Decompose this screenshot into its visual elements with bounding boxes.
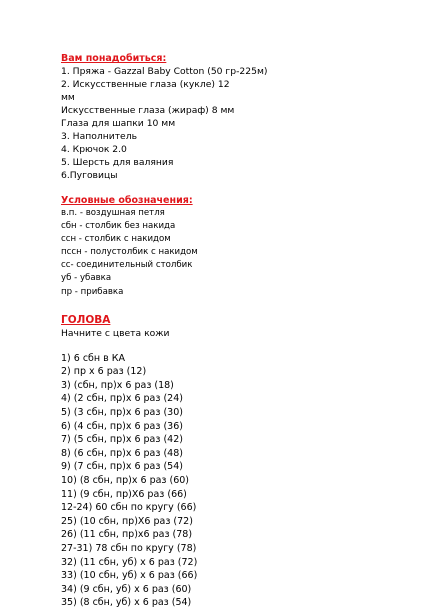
materials-item: Глаза для шапки 10 мм: [61, 118, 176, 129]
pattern-row: 34) (9 сбн, уб) х 6 раз (60): [61, 583, 192, 595]
legend-item: ссн - столбик с накидом: [61, 234, 171, 245]
materials-item: 2. Искусственные глаза (кукле) 12: [61, 79, 230, 90]
head-heading: ГОЛОВА: [61, 313, 111, 326]
pattern-row: 11) (9 сбн, пр)Х6 раз (66): [61, 488, 187, 500]
pattern-row: 35) (8 сбн, уб) х 6 раз (54): [61, 597, 192, 609]
legend-list: [61, 207, 401, 299]
head-rows-list: [61, 352, 401, 610]
head-intro: Начните с цвета кожи: [61, 327, 170, 339]
pattern-row: 9) (7 сбн, пр)х 6 раз (54): [61, 461, 183, 473]
pattern-row: 7) (5 сбн, пр)х 6 раз (42): [61, 434, 183, 446]
pattern-row: 25) (10 сбн, пр)Х6 раз (72): [61, 515, 193, 527]
pattern-row: 33) (10 сбн, уб) х 6 раз (66): [61, 570, 198, 582]
materials-item: 5. Шерсть для валяния: [61, 157, 174, 168]
spacer: [61, 340, 401, 352]
materials-item: мм: [61, 92, 75, 103]
materials-item: 4. Крючок 2.0: [61, 144, 127, 155]
materials-item: 3. Наполнитель: [61, 131, 137, 142]
pattern-row: 26) (11 сбн, пр)х6 раз (78): [61, 529, 193, 541]
pattern-row: 3) (сбн, пр)х 6 раз (18): [61, 379, 174, 391]
document-page: [61, 52, 401, 610]
pattern-row: 8) (6 сбн, пр)х 6 раз (48): [61, 447, 183, 459]
legend-item: уб - убавка: [61, 273, 112, 284]
pattern-row: 10) (8 сбн, пр)х 6 раз (60): [61, 475, 189, 486]
materials-list: [61, 65, 401, 182]
pattern-row: 6) (4 сбн, пр)х 6 раз (36): [61, 420, 183, 432]
pattern-row: 2) пр х 6 раз (12): [61, 366, 147, 378]
pattern-row: 1) 6 сбн в КА: [61, 352, 126, 364]
legend-item: пссн - полустолбик с накидом: [61, 247, 198, 258]
pattern-row: 4) (2 сбн, пр)х 6 раз (24): [61, 393, 183, 405]
pattern-row: 5) (3 сбн, пр)х 6 раз (30): [61, 407, 183, 419]
legend-item: в.п. - воздушная петля: [61, 208, 165, 218]
legend-item: сбн - столбик без накида: [61, 221, 176, 232]
materials-item: Искусственные глаза (жираф) 8 мм: [61, 105, 235, 116]
materials-heading: Вам понадобиться:: [61, 53, 167, 64]
legend-item: пр - прибавка: [61, 286, 124, 297]
materials-item: 6.Пуговицы: [61, 170, 118, 181]
legend-item: сс- соединительный столбик: [61, 260, 193, 271]
spacer: [61, 299, 401, 313]
legend-heading: Условные обозначения:: [61, 195, 193, 206]
pattern-row: 12-24) 60 сбн по кругу (66): [61, 502, 197, 514]
materials-item: 1. Пряжа - Gazzal Baby Cotton (50 гр-225м): [61, 66, 268, 77]
spacer: [61, 182, 401, 194]
pattern-row: 27-31) 78 сбн по кругу (78): [61, 542, 197, 554]
pattern-row: 32) (11 сбн, уб) х 6 раз (72): [61, 556, 198, 568]
